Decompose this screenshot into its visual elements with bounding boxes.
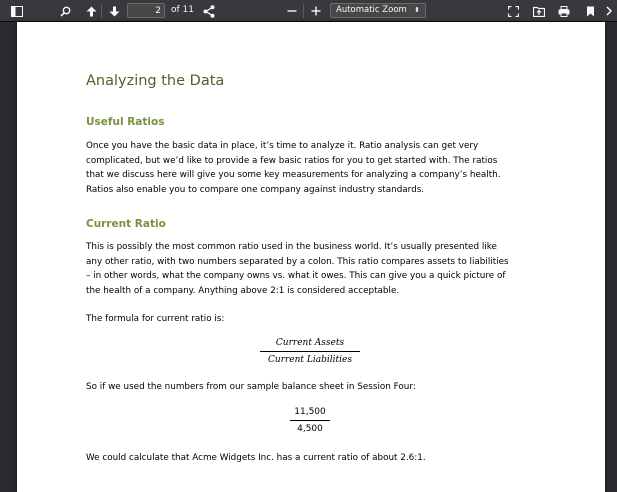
next-page-icon[interactable]: [106, 3, 122, 19]
example-intro: So if we used the numbers from our sample balance sheet in Session Four:: [86, 382, 416, 392]
paragraph-line: Once you have the basic data in place, it’s time to analyze it. Ratio analysis can get very: [86, 141, 479, 151]
sidebar-toggle-icon[interactable]: [9, 3, 25, 19]
zoom-out-icon[interactable]: [284, 3, 300, 19]
fraction-bar: [260, 351, 360, 352]
paragraph-line: complicated, but we’d like to provide a few basic ratios for you to get started with. The ratios: [86, 155, 498, 166]
paragraph-line: any other ratio, with two numbers separated by a colon. This ratio compares assets to liabilities: [86, 256, 509, 267]
example-denominator: 4,500: [297, 424, 323, 434]
zoom-in-icon[interactable]: [308, 3, 324, 19]
share-icon[interactable]: [201, 3, 217, 19]
search-icon[interactable]: [57, 3, 73, 19]
open-file-icon[interactable]: [531, 3, 547, 19]
page-count-label: of 11: [171, 5, 194, 15]
more-tools-icon[interactable]: [604, 3, 616, 19]
current-ratio-formula: [260, 337, 360, 367]
section-heading-current-ratio: Current Ratio: [86, 218, 166, 230]
toolbar-separator: [303, 4, 304, 18]
formula-denominator: Current Liabilities: [268, 355, 352, 365]
example-numerator: 11,500: [294, 407, 326, 417]
paragraph-line: This is possibly the most common ratio used in the business world. It’s usually presented like: [86, 242, 497, 252]
toolbar-separator: [101, 4, 102, 18]
document-title: Analyzing the Data: [86, 73, 225, 89]
example-fraction: [290, 406, 330, 436]
document-viewer[interactable]: [0, 22, 617, 481]
bookmark-icon[interactable]: [582, 3, 598, 19]
formula-intro: The formula for current ratio is:: [86, 314, 225, 324]
zoom-select-value: Automatic Zoom: [336, 5, 407, 15]
formula-numerator: Current Assets: [275, 338, 345, 348]
pdf-page: [17, 22, 605, 492]
pdf-toolbar: [0, 0, 617, 22]
paragraph-line: – in other words, what the company owns vs. what it owes. This can give you a quick picture of: [86, 271, 506, 282]
fraction-bar: [290, 420, 330, 421]
paragraph-line: the health of a company. Anything above 2:1 is considered acceptable.: [86, 285, 400, 296]
previous-page-icon[interactable]: [83, 3, 99, 19]
conclusion: We could calculate that Acme Widgets Inc. has a current ratio of about 2.6:1.: [86, 453, 426, 463]
zoom-select[interactable]: [330, 3, 426, 18]
chevron-updown-icon: ⬍: [414, 6, 420, 14]
vertical-scrollbar[interactable]: [607, 22, 617, 481]
page-number-input[interactable]: [127, 3, 165, 18]
section-heading-useful-ratios: Useful Ratios: [86, 116, 165, 128]
print-icon[interactable]: [556, 3, 572, 19]
paragraph-line: that we discuss here will give you some key measurements for analyzing a company’s health.: [86, 170, 501, 181]
presentation-mode-icon[interactable]: [505, 3, 521, 19]
paragraph-line: Ratios also enable you to compare one company against industry standards.: [86, 184, 425, 195]
